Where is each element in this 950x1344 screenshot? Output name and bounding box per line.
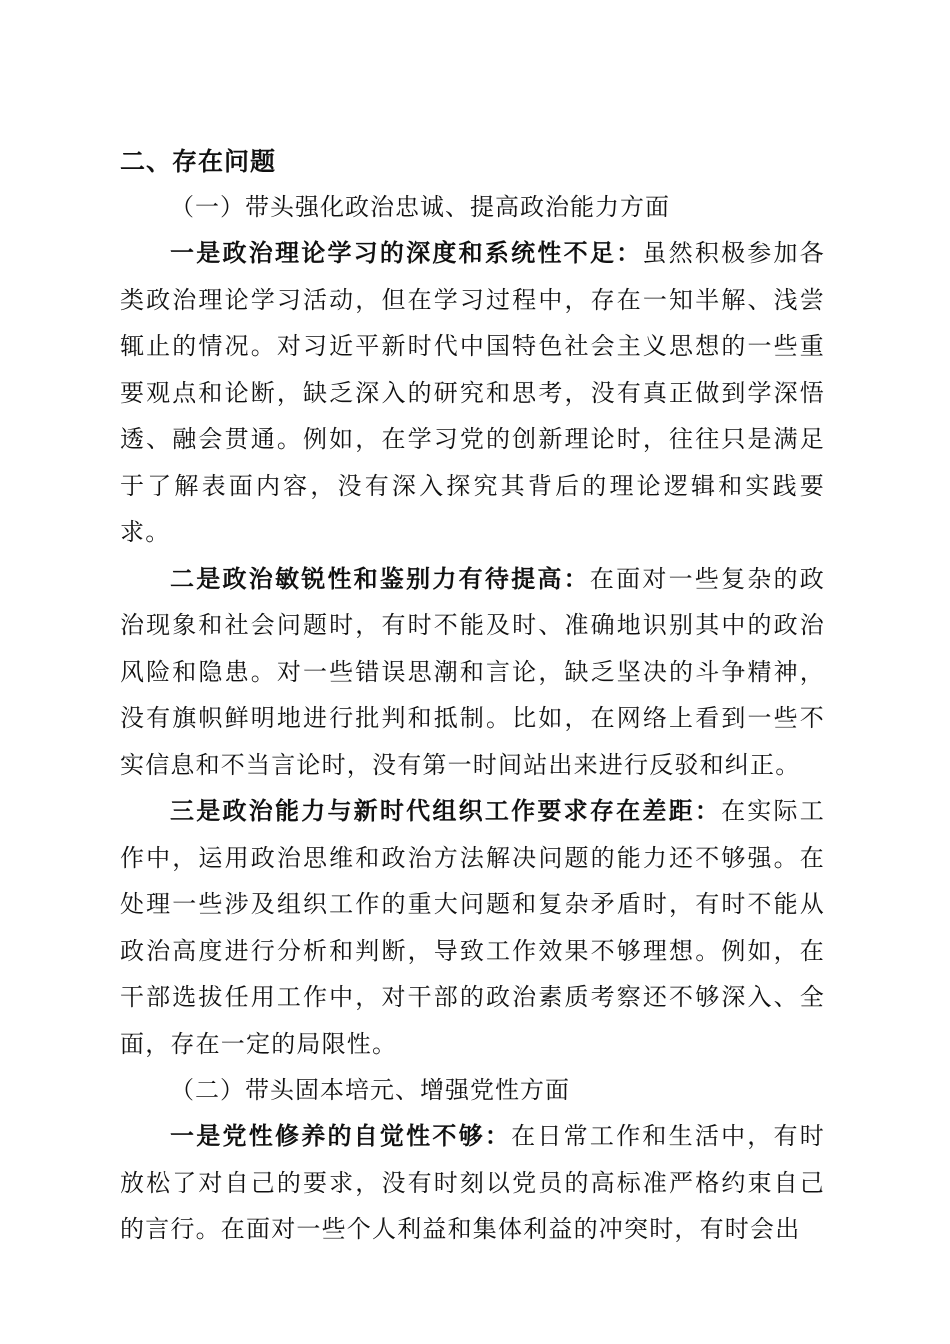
paragraph-lead: 一是政治理论学习的深度和系统性不足： xyxy=(170,238,643,267)
paragraph-lead: 一是党性修养的自觉性不够： xyxy=(170,1121,512,1150)
paragraph-text: 虽然积极参加各类政治理论学习活动，但在学习过程中，存在一知半解、浅尝辄止的情况。对习近平新时代中国特色社会主义思想的一些重要观点和论断，缺乏深入的研究和思考，没有真正做到学深悟透、融会贯通。例如，在学习党的创新理论时，往往只是满足于了解表面内容，没有深入探究其背后的理论逻辑和实践要求。 xyxy=(120,239,825,546)
paragraph-1-2 xyxy=(120,556,825,789)
paragraph-text: 在面对一些复杂的政治现象和社会问题时，有时不能及时、准确地识别其中的政治风险和隐患。对一些错误思潮和言论，缺乏坚决的斗争精神，没有旗帜鲜明地进行批判和抵制。比如，在网络上看到一些不实信息和不当言论时，没有第一时间站出来进行反驳和纠正。 xyxy=(120,564,825,779)
paragraph-text: 在实际工作中，运用政治思维和政治方法解决问题的能力还不够强。在处理一些涉及组织工作的重大问题和复杂矛盾时，有时不能从政治高度进行分析和判断，导致工作效果不够理想。例如，在干部选拔任用工作中，对干部的政治素质考察还不够深入、全面，存在一定的局限性。 xyxy=(120,797,825,1058)
paragraph-lead: 二是政治敏锐性和鉴别力有待提高： xyxy=(170,563,590,593)
section-title: 二、存在问题 xyxy=(120,147,277,176)
paragraph-1-1 xyxy=(120,230,825,556)
paragraph-text: 在日常工作和生活中，有时放松了对自己的要求，没有时刻以党员的高标准严格约束自己的言行。在面对一些个人利益和集体利益的冲突时，有时会出 xyxy=(120,1122,825,1243)
document-body xyxy=(120,140,825,1253)
subsection-1-heading: （一）带头强化政治忠诚、提高政治能力方面 xyxy=(170,193,670,221)
subsection-2-heading: （二）带头固本培元、增强党性方面 xyxy=(170,1076,570,1104)
paragraph-1-3 xyxy=(120,788,825,1067)
paragraph-lead: 三是政治能力与新时代组织工作要求存在差距： xyxy=(170,796,722,825)
paragraph-2-1 xyxy=(120,1113,825,1253)
